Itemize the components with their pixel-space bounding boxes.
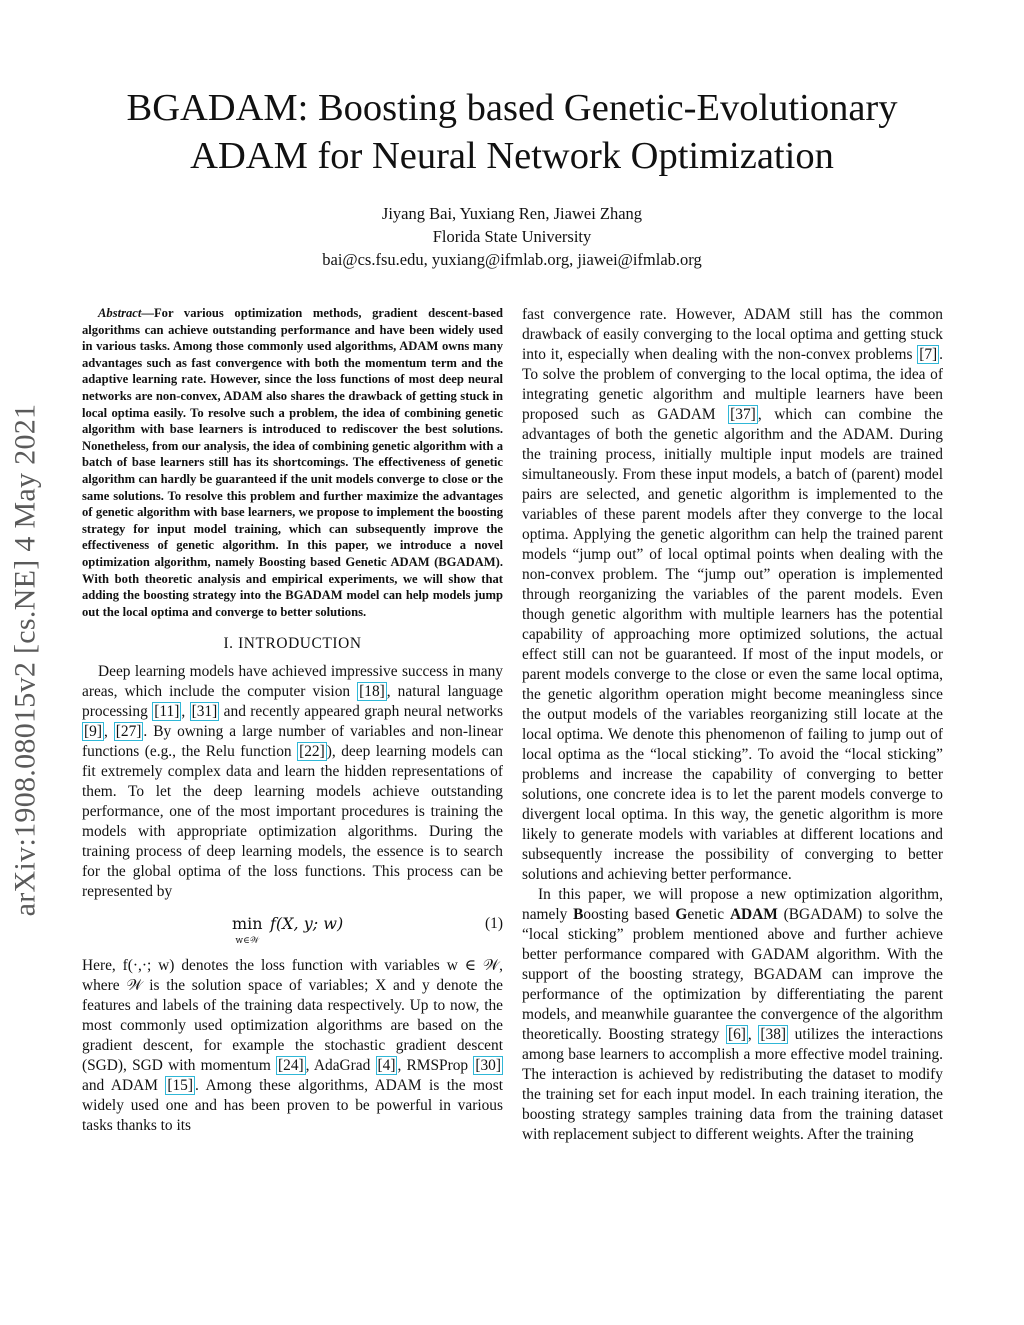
paper-title — [0, 84, 1024, 180]
intro-paragraph-1: Deep learning models have achieved impressive success in many areas, which include the computer vision [18] , natural language processing [11] , [31] and recently appeared graph neural networks [9] , [27] . By owning a large number of variables and non-linear functions (e.g., the Relu function [22] ), deep learning models can fit extremely complex data and learn the hidden representations of them. To let the deep learning models achieve outstanding performance, one of the most important procedures is training the models with appropriate optimization algorithms. During the training process of deep learning models, the essence is to search for the global optima of the loss functions. This process can be represented by — [82, 663, 503, 901]
citation-link[interactable]: [31] — [191, 703, 218, 721]
citation-link[interactable]: [30] — [475, 1057, 501, 1075]
author-block — [0, 202, 1024, 271]
citation-link[interactable]: [11] — [154, 703, 180, 721]
equation-min: min w∈𝒲 — [232, 914, 263, 951]
author-emails: bai@cs.fsu.edu, yuxiang@ifmlab.org, jiawei@ifmlab.org — [322, 250, 702, 269]
equation-1 — [82, 910, 503, 950]
left-column — [82, 305, 503, 1136]
citation-link[interactable]: [9] — [84, 723, 102, 741]
right-paragraph-2: In this paper, we will propose a new optimization algorithm, namely Boosting based Genetic ADAM (BGADAM) to solve the “local sticking” problem mentioned above and further achieve better performance compared with GADAM algorithm. With the support of the boosting strategy, BGADAM can improve the performance of the optimization by differentiating the parent models, and meanwhile guarantee the convergence of the algorithm theoretically. Boosting strategy [6] , [38] utilizes the interactions among base learners to accomplish a more effective model training. The interaction is achieved by redistributing the dataset to modify the training set for each input model. In each training iteration, the boosting strategy samples training data from the training dataset with replacement subject to different weights. After the training — [522, 886, 943, 1143]
citation-link[interactable]: [27] — [115, 723, 142, 741]
title-line-2: ADAM for Neural Network Optimization — [190, 135, 834, 177]
citation-link[interactable]: [18] — [359, 683, 385, 701]
equation-expression: f(X, y; w) — [270, 914, 344, 934]
author-names: Jiyang Bai, Yuxiang Ren, Jiawei Zhang — [381, 204, 643, 223]
arxiv-stamp-text: arXiv:1908.08015v2 [cs.NE] 4 May 2021 — [8, 403, 42, 917]
equation-subscript: w∈𝒲 — [235, 936, 260, 947]
arxiv-stamp — [0, 350, 50, 970]
citation-link[interactable]: [37] — [730, 406, 756, 423]
abstract — [82, 305, 503, 620]
intro-paragraph-2: Here, f(·,·; w) denotes the loss function with variables w ∈ 𝒲, where 𝒲 is the solution space of variables; X and y denote the features and labels of the training data respectively. Up to now, the most commonly used optimization algorithms are based on the gradient descent, for example the stochastic gradient descent (SGD), SGD with momentum [24] , AdaGrad [4] , RMSProp [30] and ADAM [15] . Among these algorithms, ADAM is the most widely used one and has been proven to be powerful in various tasks thanks to its — [82, 957, 503, 1135]
abstract-text: —For various optimization methods, gradient descent-based algorithms can achieve outstanding performance and have been widely used in various tasks. Among those commonly used algorithms, ADAM owns many advantages such as fast convergence with both the momentum term and the adaptive learning rate. However, since the loss functions of most deep neural networks are non-convex, ADAM also shares the drawback of getting stuck in local optima easily. To resolve such a problem, the idea of combining genetic algorithm with base learners is introduced to rediscover the best solutions. Nonetheless, from our analysis, the idea of combining genetic algorithm with a batch of base learners still has its shortcomings. The effectiveness of genetic algorithm can hardly be guaranteed if the unit models converge to close or the same solutions. To resolve this problem and further maximize the advantages of genetic algorithm with base learners, we propose to implement the boosting strategy for input model training, which can subsequently improve the effectiveness of genetic algorithm. In this paper, we introduce a novel optimization algorithm, namely Boosting based Genetic ADAM (BGADAM). With both theoretic analysis and empirical experiments, we will show that adding the boosting strategy into the BGADAM model can help models jump out the local optima and converge to better solutions. — [82, 306, 503, 619]
author-affiliation: Florida State University — [432, 227, 592, 246]
right-paragraph-1: fast convergence rate. However, ADAM still has the common drawback of easily converging to the local optima and getting stuck into it, especially when dealing with the non-convex problems [7] . To solve the problem of converging to the local optima, the idea of integrating genetic algorithm and multiple learners have been proposed such as GADAM [37] , which can combine the advantages of both the genetic algorithm and the ADAM. During the training process, initially multiple input models are trained simultaneously. From these input models, a batch of (parent) model pairs are selected, and genetic algorithm is implemented to the variables of these parent models after they converge to the local optima. Applying the genetic algorithm can help the trained parent models “jump out” of local optimal points when dealing with the non-convex problem. The “jump out” operation is implemented through reorganizing the variables of the parent models. Even though genetic algorithm with multiple learners has the potential capability of approaching more optimized solutions, the actual effect still can not be guaranteed. If most of the input models, or parent models converge to the close or even the same local optima, the genetic algorithm operation might become meaningless since the output models of the variables reorganizing still locate at the local optima. We denote this phenomenon of failing to jump out of local optima as the “local sticking”. To avoid the “local sticking” problems and increase the capability of converging to better solutions, one concrete idea is to let the parent models converge to divergent local optima. In this way, the genetic algorithm is more likely to generate models with variables at different locations and subsequently increase the possibility of converging to better solutions and achieving better performance. — [522, 306, 943, 883]
citation-link[interactable]: [38] — [760, 1026, 787, 1043]
citation-link[interactable]: [24] — [278, 1057, 304, 1075]
citation-link[interactable]: [15] — [167, 1077, 194, 1095]
citation-link[interactable]: [4] — [377, 1057, 396, 1075]
right-column — [522, 305, 943, 1145]
equation-number: (1) — [485, 915, 503, 933]
title-line-1: BGADAM: Boosting based Genetic-Evolutionary — [126, 87, 898, 129]
citation-link[interactable]: [7] — [919, 346, 938, 363]
citation-link[interactable]: [6] — [727, 1026, 746, 1043]
section-heading-introduction: I. INTRODUCTION — [223, 635, 362, 653]
citation-link[interactable]: [22] — [299, 743, 325, 761]
abstract-lead: Abstract — [98, 306, 142, 320]
